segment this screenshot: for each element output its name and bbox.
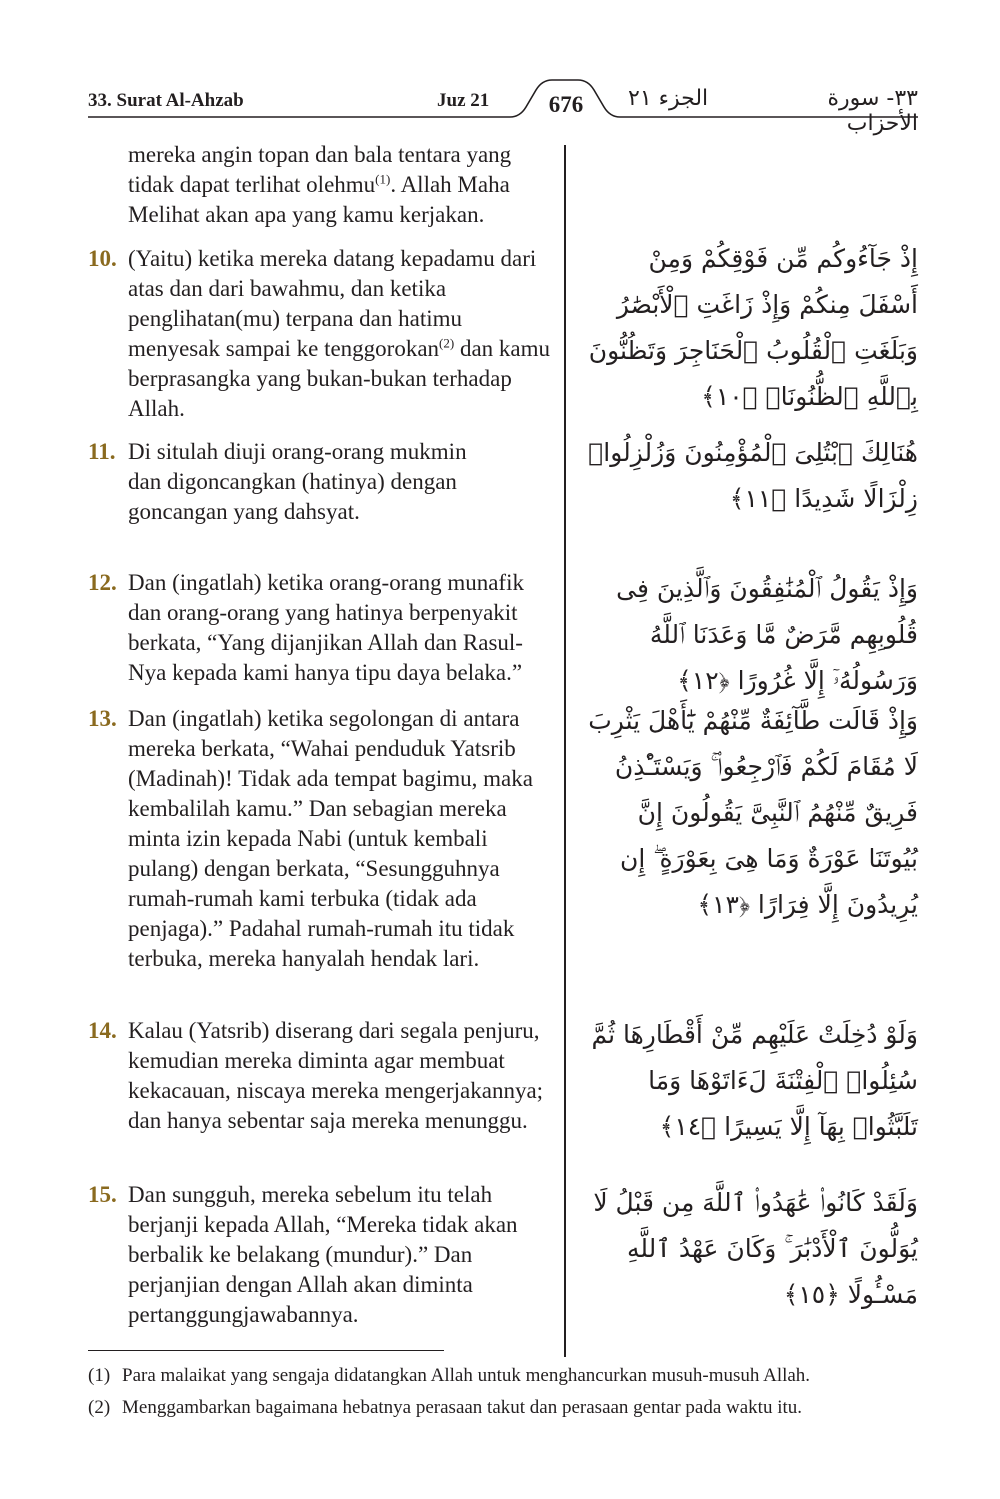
verse-arabic-11: هُنَالِكَ ٱبْتُلِىَ ٱلْمُؤْمِنُونَ وَزُلْزِلُوا۟ زِلْزَالًا شَدِيدًا ﴿١١﴾: [588, 438, 918, 513]
verse-text: Dan sungguh, mereka sebelum itu telah berjanji kepada Allah, “Mereka tidak akan berbalik ke belakang (mundur).” Dan perjanjian dengan Allah akan diminta pertanggungjawabannya.: [128, 1182, 518, 1327]
verse-number: 13.: [88, 706, 117, 731]
verse-text: Di situlah diuji orang-orang mukmin dan digoncangkan (hatinya) dengan goncangan yang dahsyat.: [128, 439, 467, 524]
juz-label-latin: Juz 21: [437, 90, 490, 111]
surah-title-latin: 33. Surat Al-Ahzab: [88, 90, 244, 111]
verse-number: 10.: [88, 246, 117, 271]
verse-arabic-14: وَلَوْ دُخِلَتْ عَلَيْهِم مِّنْ أَقْطَارِهَا ثُمَّ سُئِلُوا۟ ٱلْفِتْنَةَ لَءَاتَوْهَا وَمَا تَلَبَّثُوا۟ بِهَآ إِلَّا يَسِيرًا ﴿١٤﴾: [591, 1020, 918, 1141]
verse-translation-15: [88, 1180, 558, 1330]
verse-translation-11: [88, 437, 558, 527]
continuation-text-start: mereka angin topan dan bala tentara yang tidak dapat terlihat olehmu: [128, 142, 512, 197]
page-number: 676: [548, 92, 584, 117]
verse-arabic-10: إِذْ جَآءُوكُم مِّن فَوْقِكُمْ وَمِنْ أَسْفَلَ مِنكُمْ وَإِذْ زَاغَتِ ٱلْأَبْصَٰرُ وَبَلَغَتِ ٱلْقُلُوبُ ٱلْحَنَاجِرَ وَتَظُنُّونَ بِٱللَّهِ ٱلظُّنُونَا۠ ﴿١٠﴾: [588, 244, 918, 411]
continuation-text: [128, 140, 558, 230]
footnote-rule: [88, 1350, 444, 1351]
surah-title-arabic: ٣٣- سورة الأحزاب: [827, 86, 918, 136]
verse-arabic-13: وَإِذْ قَالَت طَّآئِفَةٌ مِّنْهُمْ يَٰٓأَهْلَ يَثْرِبَ لَا مُقَامَ لَكُمْ فَٱرْجِعُوا۟ ۚ وَيَسْتَـْٔذِنُ فَرِيقٌ مِّنْهُمُ ٱلنَّبِىَّ يَقُولُونَ إِنَّ بُيُوتَنَا عَوْرَةٌ وَمَا هِىَ بِعَوْرَةٍ ۖ إِن يُرِيدُونَ إِلَّا فِرَارًا ﴿١٣﴾: [588, 706, 918, 919]
verse-number: 15.: [88, 1182, 117, 1207]
juz-label-arabic: الجزء ٢١: [628, 86, 709, 111]
verse-number: 12.: [88, 570, 117, 595]
verse-translation-12: [88, 568, 558, 688]
verse-text: Kalau (Yatsrib) diserang dari segala penjuru, kemudian mereka diminta agar membuat kekacauan, niscaya mereka mengerjakannya; dan hanya sebentar saja mereka menunggu.: [128, 1018, 544, 1133]
footnote-number: (1): [88, 1365, 111, 1386]
verse-number: 14.: [88, 1018, 117, 1043]
verse-translation-10: [88, 244, 558, 424]
verse-arabic-12: وَإِذْ يَقُولُ ٱلْمُنَٰفِقُونَ وَٱلَّذِينَ فِى قُلُوبِهِم مَّرَضٌ مَّا وَعَدَنَا ٱللَّهُ وَرَسُولُهُۥٓ إِلَّا غُرُورًا ﴿١٢﴾: [616, 574, 918, 695]
verse-text: (Yaitu) ketika mereka datang kepadamu dari atas dan dari bawahmu, dan ketika penglihatan(mu) terpana dan hatimu menyesak sampai ke tenggorokan: [128, 246, 537, 361]
footnote-text: Menggambarkan bagaimana hebatnya perasaan takut dan perasaan gentar pada waktu itu.: [122, 1397, 803, 1418]
footnote-text: Para malaikat yang sengaja didatangkan Allah untuk menghancurkan musuh-musuh Allah.: [122, 1365, 811, 1386]
continuation-text-end: . Allah Maha Melihat akan apa yang kamu kerjakan.: [128, 172, 510, 227]
column-divider: [564, 145, 566, 1357]
verse-text-end: dan kamu berprasangka yang bukan-bukan terhadap Allah.: [128, 336, 551, 421]
verse-arabic-15: وَلَقَدْ كَانُوا۟ عَٰهَدُوا۟ ٱللَّهَ مِن قَبْلُ لَا يُوَلُّونَ ٱلْأَدْبَٰرَ ۚ وَكَانَ عَهْدُ ٱللَّهِ مَسْـُٔولًا ﴿١٥﴾: [593, 1188, 918, 1309]
footnote-2: [88, 1396, 928, 1420]
footnote-1: [88, 1364, 928, 1388]
footnote-number: (2): [88, 1397, 111, 1418]
verse-text: Dan (ingatlah) ketika segolongan di antara mereka berkata, “Wahai penduduk Yatsrib (Madinah)! Tidak ada tempat bagimu, maka kembalilah kamu.” Dan sebagian mereka minta izin kepada Nabi (untuk kembali pulang) dengan berkata, “Sesungguhnya rumah-rumah kami terbuka (tidak ada penjaga).” Padahal rumah-rumah itu tidak terbuka, mereka hanyalah hendak lari.: [128, 706, 533, 971]
verse-number: 11.: [88, 439, 116, 464]
verse-translation-13: [88, 704, 558, 974]
verse-translation-14: [88, 1016, 558, 1136]
footnote-ref-1: (1): [375, 171, 391, 187]
verse-text: Dan (ingatlah) ketika orang-orang munafik dan orang-orang yang hatinya berpenyakit berkata, “Yang dijanjikan Allah dan Rasul-Nya kepada kami hanya tipu daya belaka.”: [128, 570, 524, 685]
footnote-ref-2: (2): [439, 335, 455, 351]
